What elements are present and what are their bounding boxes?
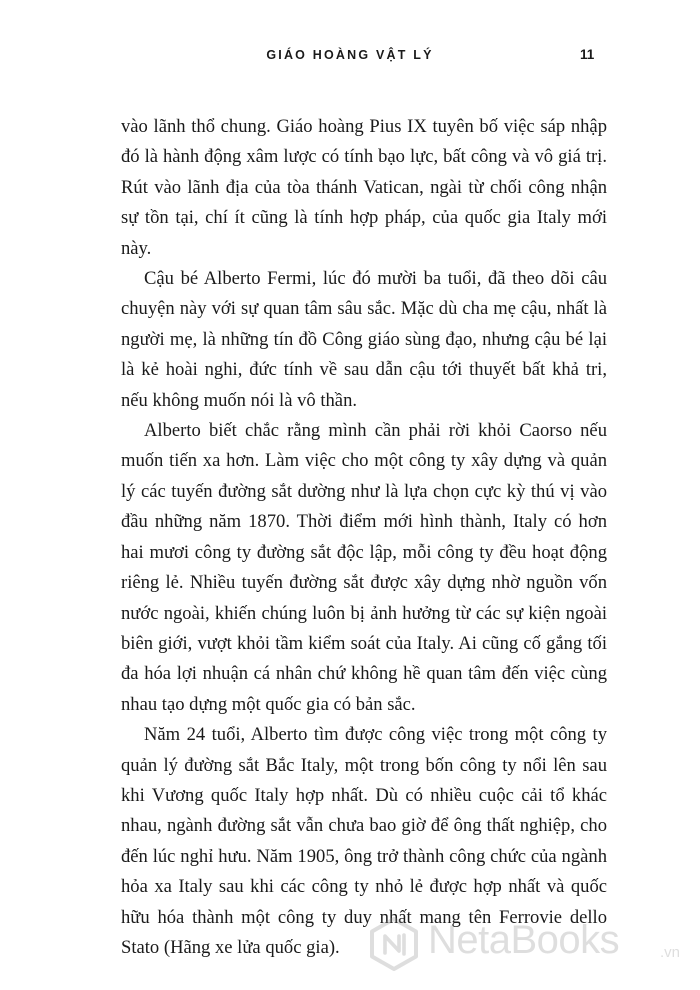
paragraph-4: Năm 24 tuổi, Alberto tìm được công việc trong một công ty quản lý đường sắt Bắc Italy, một trong bốn công ty nổi lên sau khi Vương quốc Italy hợp nhất. Dù có nhiều cuộc cải tổ khác nhau, ngành đường sắt vẫn chưa bao giờ để ông thất nghiệp, cho đến lúc nghỉ hưu. Năm 1905, ông trở thành công chức của ngành hỏa xa Italy sau khi các công ty nhỏ lẻ được hợp nhất và quốc hữu hóa thành một công ty duy nhất mang tên Ferrovie dello Stato (Hãng xe lửa quốc gia). bbox=[121, 724, 607, 958]
running-title: GIÁO HOÀNG VẬT LÝ bbox=[266, 48, 434, 62]
netabooks-logo-icon bbox=[366, 916, 422, 972]
watermark-brand: NetaBooks bbox=[428, 918, 620, 962]
body-text bbox=[121, 112, 607, 963]
paragraph-2: Cậu bé Alberto Fermi, lúc đó mười ba tuổi, đã theo dõi câu chuyện này với sự quan tâm sâu sắc. Mặc dù cha mẹ cậu, nhất là người mẹ, là những tín đồ Công giáo sùng đạo, nhưng cậu bé lại là kẻ hoài nghi, đức tính về sau dẫn cậu tới thuyết bất khả tri, nếu không muốn nói là vô thần. bbox=[121, 268, 607, 411]
paragraph-3: Alberto biết chắc rằng mình cần phải rời khỏi Caorso nếu muốn tiến xa hơn. Làm việc cho một công ty xây dựng và quản lý các tuyến đường sắt dường như là lựa chọn cực kỳ thú vị vào đầu những năm 1870. Thời điểm mới hình thành, Italy có hơn hai mươi công ty đường sắt độc lập, mỗi công ty đều hoạt động riêng lẻ. Nhiều tuyến đường sắt được xây dựng nhờ nguồn vốn nước ngoài, khiến chúng luôn bị ảnh hưởng từ các sự kiện ngoài biên giới, vượt khỏi tầm kiểm soát của Italy. Ai cũng cố gắng tối đa hóa lợi nhuận cá nhân chứ không hề quan tâm đến việc cùng nhau tạo dựng một quốc gia có bản sắc. bbox=[121, 420, 607, 715]
watermark bbox=[366, 916, 696, 972]
paragraph-1: vào lãnh thổ chung. Giáo hoàng Pius IX tuyên bố việc sáp nhập đó là hành động xâm lược có tính bạo lực, bất công và vô giá trị. Rút vào lãnh địa của tòa thánh Vatican, ngài từ chối công nhận sự tồn tại, chí ít cũng là tính hợp pháp, của quốc gia Italy mới này. bbox=[121, 116, 607, 259]
page-header bbox=[0, 48, 700, 70]
watermark-suffix: .vn bbox=[660, 944, 681, 961]
page-number: 11 bbox=[580, 47, 595, 62]
